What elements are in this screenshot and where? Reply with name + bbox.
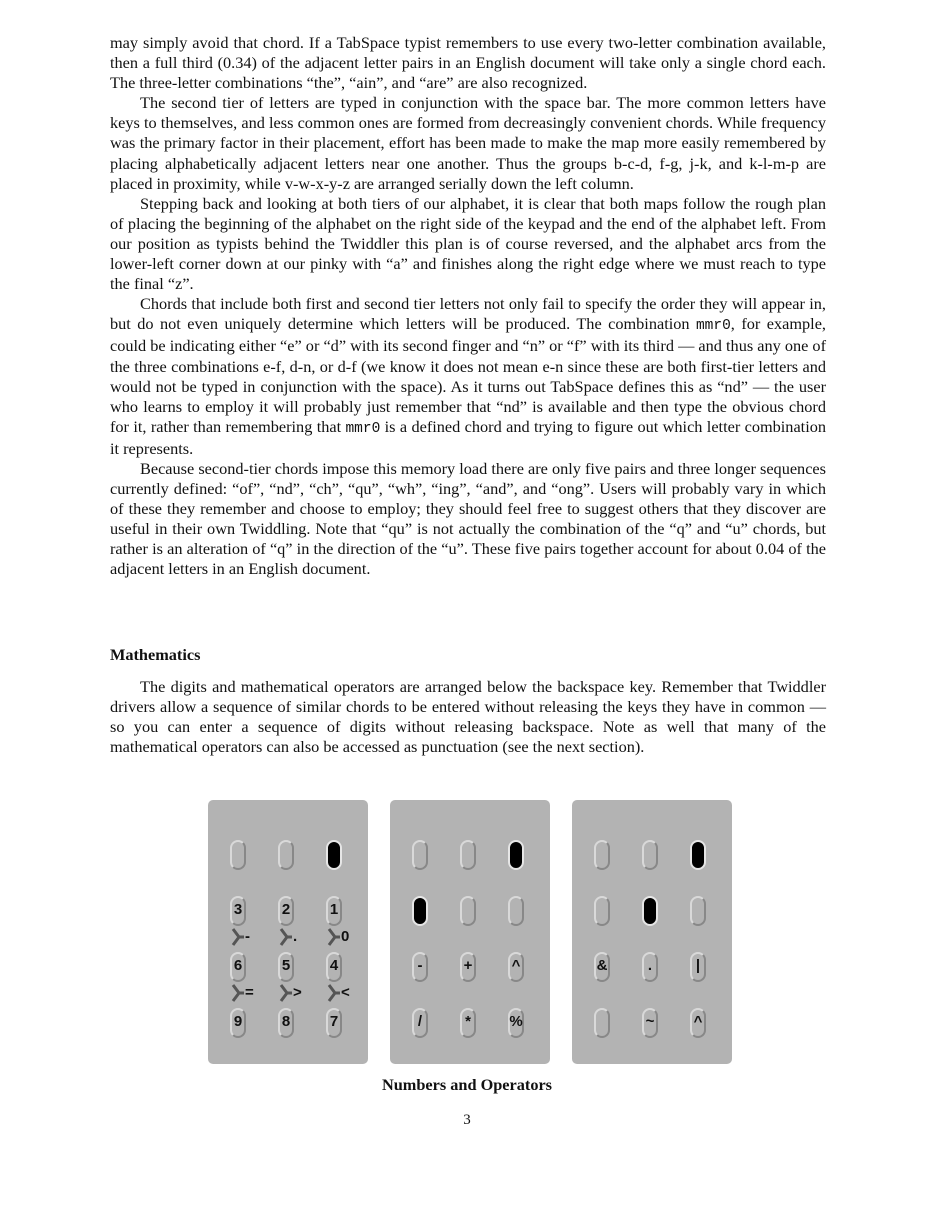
key-label: . [647, 957, 653, 974]
text-run: Stepping back and looking at both tiers of our alphabet, it is clear that both maps follow the rough plan of placing the beginning of the alphabet on the right side of the keypad and the end of the alphabet left. From our position as typists behind the Twiddler this plan is of course reversed, and the alphabet arcs from the lower-left corner down at our pinky with “a” and finishes along the right edge where we must reach to type the final “z”. [110, 193, 826, 294]
chord-connector-icon [279, 928, 293, 946]
code-snippet: mmr0 [695, 318, 731, 335]
key-label: 4 [329, 957, 339, 974]
key-label: 1 [329, 901, 339, 918]
key-label: & [596, 957, 608, 974]
chord-connector-icon [279, 984, 293, 1002]
key [412, 840, 428, 870]
key [460, 840, 476, 870]
body-text [110, 33, 826, 580]
chord-label: - [245, 928, 250, 945]
key [230, 840, 246, 870]
chord-connector-icon [231, 984, 245, 1002]
key-pressed [508, 840, 524, 870]
text-run: The second tier of letters are typed in conjunction with the space bar. The more common letters have keys to themselves, and less common ones are formed from decreasingly convenient chords. While frequency was the primary factor in their placement, effort has been made to make the map more easily remembered by placing alphabetically adjacent letters near one another. Thus the groups b-c-d, f-g, j-k, and k-l-m-p are placed in proximity, while v-w-x-y-z are arranged serially down the left column. [110, 93, 826, 193]
chord-connector-icon [327, 984, 341, 1002]
chord-label: = [245, 984, 254, 1001]
paragraph-1 [110, 33, 826, 93]
key-label: 2 [281, 901, 291, 918]
text-run: Chords that include both first and second tier letters not only fail to specify the order they will appear in, but do not even uniquely determine which letters will be produced. The combination [110, 294, 826, 334]
key-label: * [465, 1013, 471, 1030]
section-heading-mathematics: Mathematics [110, 645, 201, 664]
key [594, 840, 610, 870]
key-label: % [509, 1013, 523, 1030]
key [690, 896, 706, 926]
text-run: may simply avoid that chord. If a TabSpace typist remembers to use every two-letter combination available, then a full third (0.34) of the adjacent letter pairs in an English document will take only a single chord each. The three-letter combinations “the”, “ain”, and “are” are also recognized. [110, 33, 826, 93]
paragraph-2 [110, 93, 826, 193]
key-label: ^ [693, 1013, 703, 1030]
key [594, 1008, 610, 1038]
numbers-operators-figure [208, 800, 732, 1064]
keypad-digits [208, 800, 368, 1064]
key-label: ^ [511, 957, 521, 974]
text-run: Because second-tier chords impose this memory load there are only five pairs and three longer sequences currently defined: “of”, “nd”, “ch”, “qu”, “wh”, “ing”, “and”, and “ong”. Users will probably vary in which of these they remember and choose to employ; they should feel free to suggest others that they discover are useful in their own Twiddling. Note that “qu” is not actually the combination of the “q” and “u” chords, but rather is an alteration of “q” in the direction of the “u”. These five pairs together account for about 0.04 of the adjacent letters in an English document. [110, 458, 826, 579]
key-label: 3 [233, 901, 243, 918]
key-label: - [417, 957, 423, 974]
chord-label: > [293, 984, 302, 1001]
key-label: 5 [281, 957, 291, 974]
key-pressed [412, 896, 428, 926]
key-pressed [690, 840, 706, 870]
key-label: 9 [233, 1013, 243, 1030]
key [642, 840, 658, 870]
paragraph-5 [110, 459, 826, 580]
code-snippet: mmr0 [345, 420, 381, 437]
text-run: , for example, could be indicating either “e” or “d” with its second finger and “n” or “f” with its third — and thus any one of the three combinations e-f, d-n, or d-f (we know it does not mean e-n since these are both first-tier letters and would not be typed in conjunction with the space). As it turns out TabSpace defines this as “nd” — the user who learns to employ it will probably just remember that “nd” is available and then type the obvious chord for it, rather than remembering that [110, 314, 826, 436]
keypad-operators-2 [572, 800, 732, 1064]
chord-label: 0 [341, 928, 350, 945]
text-run: is a defined chord and trying to figure out which letter combination it represents. [110, 416, 826, 458]
key-label: 8 [281, 1013, 291, 1030]
key-label: + [463, 957, 473, 974]
key [594, 896, 610, 926]
key [460, 896, 476, 926]
paragraph-3 [110, 194, 826, 294]
figure-caption: Numbers and Operators [381, 1075, 553, 1094]
key-label: 7 [329, 1013, 339, 1030]
chord-label: < [341, 984, 350, 1001]
key [508, 896, 524, 926]
chord-connector-icon [231, 928, 245, 946]
key-label: / [417, 1013, 423, 1030]
key-label: | [695, 957, 701, 974]
key [278, 840, 294, 870]
paragraph-4 [110, 294, 826, 459]
chord-label: . [293, 928, 298, 945]
key-pressed [642, 896, 658, 926]
math-intro-paragraph: The digits and mathematical operators are arranged below the backspace key. Remember that Twiddler drivers allow a sequence of similar chords to be entered without releasing the keys they have in common — so you can enter a sequence of digits without releasing backspace. Note as well that many of the mathematical operators can also be accessed as punctuation (see the next section). [110, 677, 826, 757]
key-label: 6 [233, 957, 243, 974]
chord-connector-icon [327, 928, 341, 946]
key-label: ~ [645, 1013, 655, 1030]
key-pressed [326, 840, 342, 870]
page-number: 3 [463, 1112, 471, 1128]
keypad-operators-1 [390, 800, 550, 1064]
